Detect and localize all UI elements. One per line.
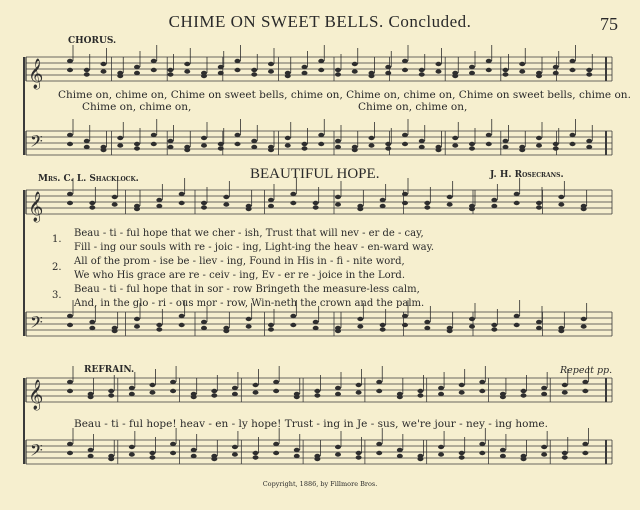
repeat-marking: Repeat pp. bbox=[560, 365, 613, 376]
chorus-label: CHORUS. bbox=[68, 36, 117, 46]
verse-3-line-1: Beau - ti - ful hope that in sor - row Bringeth the measure-less calm, bbox=[74, 284, 420, 295]
verse-3-num: 3. bbox=[52, 290, 62, 301]
svg-text:𝄞: 𝄞 bbox=[28, 192, 44, 222]
svg-text:𝄞: 𝄞 bbox=[28, 59, 44, 89]
title-suffix: Concluded. bbox=[388, 12, 472, 31]
copyright: Copyright, 1886, by Fillmore Bros. bbox=[262, 480, 378, 488]
chorus-lyric-2b: Chime on, chime on, bbox=[358, 101, 468, 113]
verse-2-num: 2. bbox=[52, 262, 62, 273]
hymn-composer: J. H. Rosecrans. bbox=[490, 170, 564, 180]
hymn-author: Mrs. C. L. Shacklock. bbox=[38, 174, 139, 184]
verse-2-line-2: We who His grace are re - ceiv - ing, Ev - er re - joice in the Lord. bbox=[74, 270, 406, 281]
verse-1-line-1: Beau - ti - ful hope that we cher - ish, Trust that will nev - er de - cay, bbox=[74, 228, 424, 239]
page-number: 75 bbox=[600, 14, 618, 34]
refrain-label: REFRAIN. bbox=[84, 365, 135, 375]
chorus-lyric-2: Chime on, chime on, bbox=[82, 101, 192, 113]
verse-1-line-2: Fill - ing our souls with re - joic - ing, Light-ing the heav - en-ward way. bbox=[74, 242, 435, 253]
verse-3-line-2: And, in the glo - ri - ous mor - row, Win-neth the crown and the palm. bbox=[74, 298, 425, 309]
refrain-lyric: Beau - ti - ful hope! heav - en - ly hope! Trust - ing in Je - sus, we're jour - ney - ing home. bbox=[74, 418, 548, 430]
title-main: CHIME ON SWEET BELLS. bbox=[168, 12, 384, 31]
svg-text:𝄢: 𝄢 bbox=[30, 440, 43, 464]
hymn-title: BEAUTIFUL HOPE. bbox=[250, 166, 380, 182]
svg-text:𝄞: 𝄞 bbox=[28, 380, 44, 410]
verse-1-num: 1. bbox=[52, 234, 62, 245]
chorus-lyric-1: Chime on, chime on, Chime on sweet bells, chime on, Chime on, chime on, Chime on sweet bells, chime on. bbox=[58, 89, 631, 101]
verse-2-line-1: All of the prom - ise be - liev - ing, Found in His in - fi - nite word, bbox=[74, 256, 405, 267]
svg-text:𝄢: 𝄢 bbox=[30, 131, 43, 155]
svg-text:𝄢: 𝄢 bbox=[30, 312, 43, 336]
